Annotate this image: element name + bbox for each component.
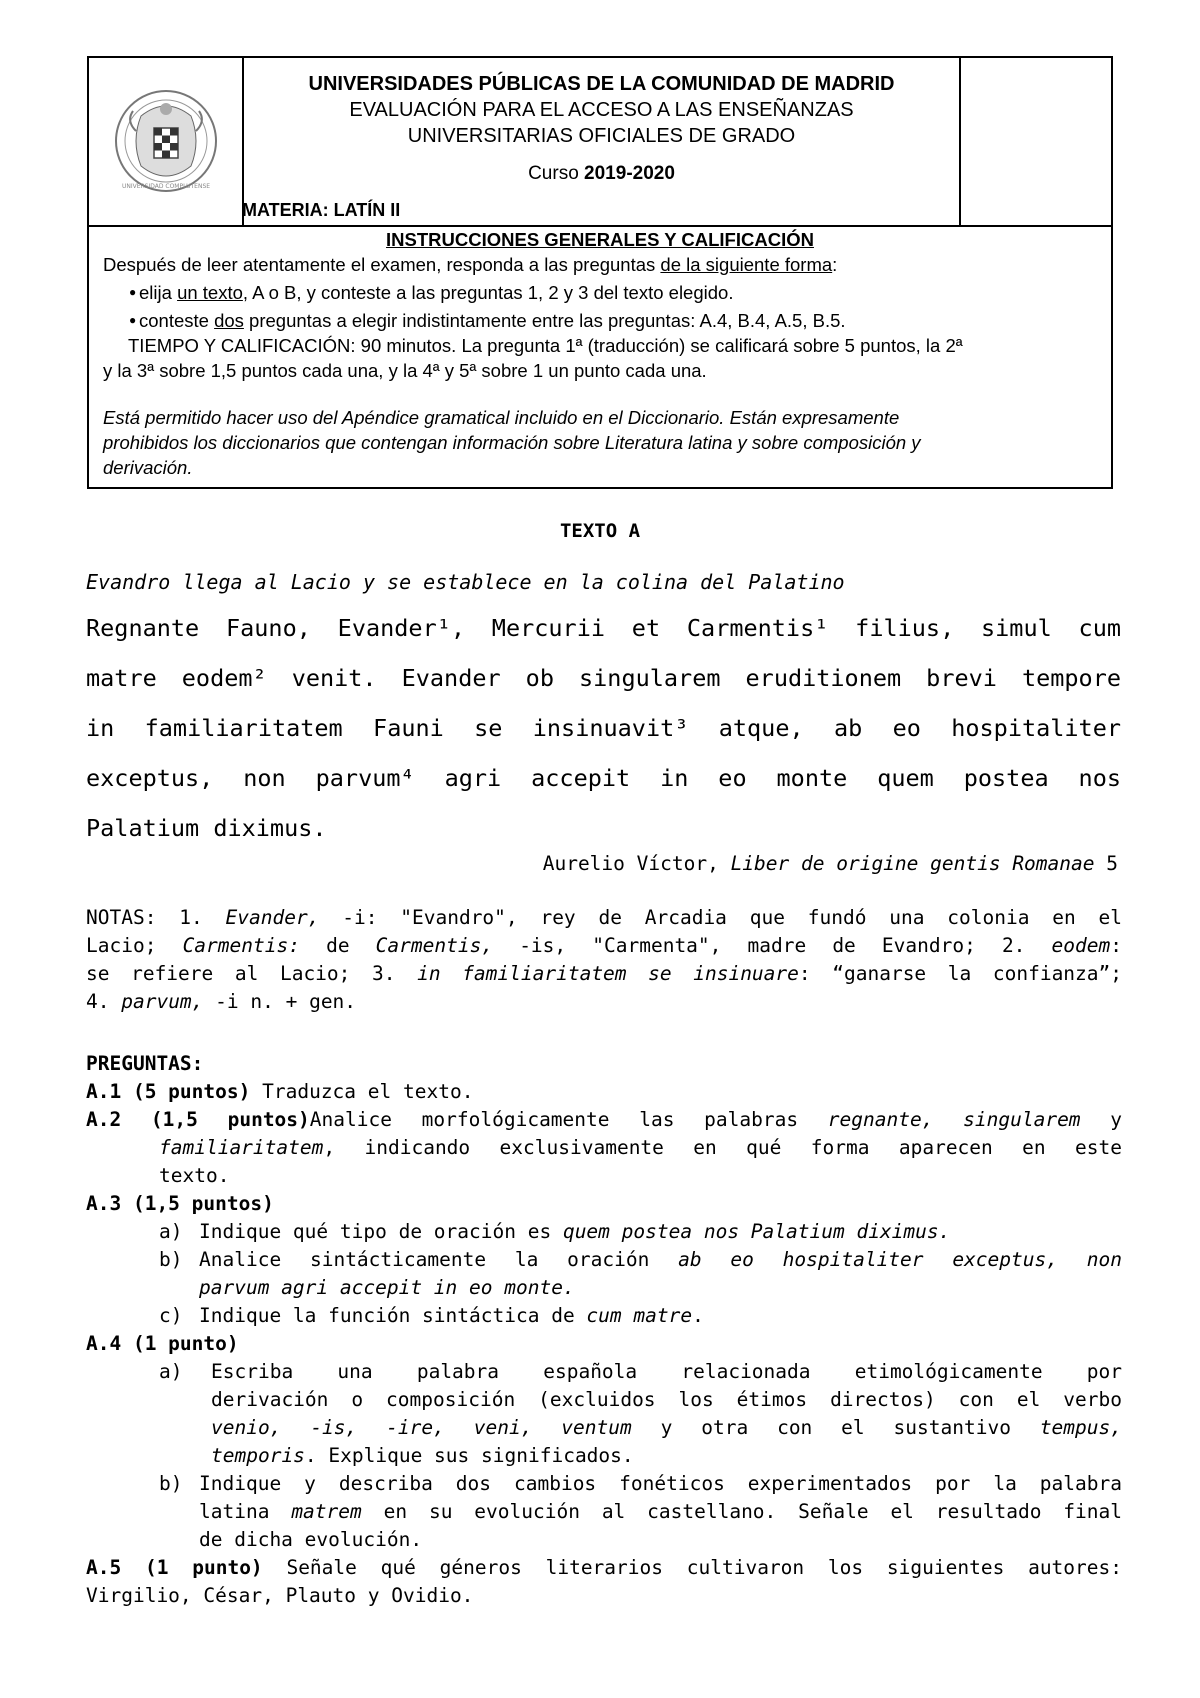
bullet-1-rest: , A o B, y conteste a las preguntas 1, 2 y 3 del texto elegido.	[242, 282, 734, 303]
question-a4a-text: y otra con el sustantivo	[631, 1416, 1040, 1439]
questions-block	[86, 1050, 1122, 1610]
question-a3a	[86, 1218, 1122, 1246]
notes-line-3	[86, 960, 1122, 988]
university-seal-icon	[111, 76, 221, 206]
notes-text: :	[1110, 934, 1122, 957]
bullet-2-rest: preguntas a elegir indistintamente entre las preguntas: A.4, B.4, A.5, B.5.	[243, 310, 846, 331]
question-a4a-italic: temporis	[211, 1444, 305, 1467]
dictionary-note-1: Está permitido hacer uso del Apéndice gramatical incluido en el Diccionario. Están expresamente	[103, 407, 900, 428]
question-a3a-line	[199, 1218, 1122, 1246]
question-a3a-text: Indique qué tipo de oración es	[199, 1220, 563, 1243]
question-a2-label: A.2 (1,5 puntos)	[86, 1108, 310, 1131]
question-a2-italic: regnante, singularem	[827, 1108, 1081, 1131]
seal-lettering: UNIVERSIDAD COMPLUTENSE	[121, 183, 211, 190]
source-number: 5	[1094, 852, 1118, 875]
notes-italic: Carmentis,	[375, 934, 494, 957]
question-a4a-italic: venio, -is, -ire, veni, ventum	[211, 1416, 632, 1439]
latin-line-1: Regnante Fauno, Evander¹, Mercurii et Carmentis¹ filius, simul cum	[86, 614, 1121, 642]
question-a4b-line-1: Indique y describa dos cambios fonéticos experimentados por la palabra	[199, 1472, 1122, 1495]
question-a3a-label: a)	[159, 1220, 183, 1243]
evaluation-line-2: UNIVERSITARIAS OFICIALES DE GRADO	[407, 125, 796, 147]
question-a4a-line-3	[211, 1414, 1122, 1442]
question-a5-text: Señale qué géneros literarios cultivaron los siguientes autores:	[262, 1556, 1122, 1579]
source-work: Liber de origine gentis Romanae	[730, 852, 1095, 875]
header-right-cell	[959, 58, 1111, 225]
questions-heading: PREGUNTAS:	[86, 1052, 204, 1075]
question-a3c	[86, 1302, 1122, 1330]
notes-block	[86, 904, 1122, 1016]
intro-underlined: de la siguiente forma	[660, 254, 833, 275]
question-a3c-end: .	[692, 1304, 704, 1327]
notes-text: NOTAS: 1.	[86, 906, 226, 929]
question-a2-text: y	[1080, 1108, 1123, 1131]
intro-end: :	[832, 254, 838, 275]
question-a5-line-1	[86, 1554, 1122, 1582]
question-a3a-italic: quem postea nos Palatium diximus.	[562, 1220, 951, 1243]
notes-italic: eodem	[1051, 934, 1111, 957]
notes-text: Lacio;	[86, 934, 183, 957]
notes-line-1	[86, 904, 1122, 932]
instructions-intro	[99, 252, 1101, 277]
question-a2-line-3: texto.	[159, 1164, 230, 1187]
question-a1-text: Traduzca el texto.	[250, 1080, 474, 1103]
question-a3c-italic: cum matre	[586, 1304, 693, 1327]
question-a4b-text: latina	[199, 1500, 292, 1523]
instruction-bullet-2	[99, 308, 1101, 333]
question-a3b	[86, 1246, 1122, 1302]
exam-header	[87, 56, 1113, 489]
text-title: TEXTO A	[559, 520, 641, 542]
question-a4a-label: a)	[159, 1360, 183, 1383]
notes-text: -i n. + gen.	[203, 990, 357, 1013]
subject-label: MATERIA: LATÍN II	[242, 200, 401, 220]
seal-cell	[89, 58, 244, 225]
question-a4a-italic: tempus,	[1039, 1416, 1122, 1439]
university-name: UNIVERSIDADES PÚBLICAS DE LA COMUNIDAD DE MADRID	[308, 73, 895, 95]
notes-text: -is, "Carmenta", madre de Evandro; 2.	[493, 934, 1052, 957]
bullet-1-text: elija	[139, 282, 178, 303]
course-label: Curso	[528, 163, 585, 184]
notes-text: de	[299, 934, 376, 957]
notes-italic: Evander,	[225, 906, 320, 929]
question-a2-line-2	[86, 1134, 1122, 1162]
question-a2-text: Analice morfológicamente las palabras	[309, 1108, 828, 1131]
notes-text: 4.	[86, 990, 122, 1013]
latin-line-2: matre eodem² venit. Evander ob singularem eruditionem brevi tempore	[86, 664, 1121, 692]
notes-italic: Carmentis:	[182, 934, 300, 957]
notes-text: se refiere al Lacio; 3.	[86, 962, 418, 985]
notes-italic: in familiaritatem se insinuare	[417, 962, 799, 985]
question-a3c-line	[199, 1302, 1122, 1330]
question-a2-line-1	[86, 1106, 1122, 1134]
notes-line-2	[86, 932, 1122, 960]
latin-line-3: in familiaritatem Fauni se insinuavit³ atque, ab eo hospitaliter	[86, 714, 1121, 742]
notes-line-4	[86, 988, 1122, 1016]
question-a4b-italic: matrem	[291, 1500, 362, 1523]
text-subtitle: Evandro llega al Lacio y se establece en la colina del Palatino	[86, 570, 845, 594]
header-top-row	[89, 58, 1111, 227]
course-year: 2019-2020	[584, 163, 675, 184]
notes-text: -i: "Evandro", rey de Arcadia que fundó una colonia en el	[319, 906, 1122, 929]
question-a4-label: A.4 (1 punto)	[86, 1332, 239, 1355]
intro-text: Después de leer atentamente el examen, responda a las preguntas	[103, 254, 661, 275]
bullet-2-text: conteste	[139, 310, 215, 331]
time-line-2: y la 3ª sobre 1,5 puntos cada una, y la 4ª y 5ª sobre 1 un punto cada una.	[103, 360, 707, 381]
question-a3c-text: Indique la función sintáctica de	[199, 1304, 587, 1327]
question-a3b-label: b)	[159, 1248, 183, 1271]
question-a4a-line-1: Escriba una palabra española relacionada etimológicamente por	[211, 1360, 1122, 1383]
instructions-title: INSTRUCCIONES GENERALES Y CALIFICACIÓN	[386, 229, 814, 250]
dictionary-note-3: derivación.	[103, 457, 193, 478]
question-a4b	[86, 1470, 1122, 1554]
bullet-2-underlined: dos	[214, 310, 244, 331]
question-a4a-line-2: derivación o composición (excluidos los étimos directos) con el verbo	[211, 1388, 1122, 1411]
question-a3b-text: Analice sintácticamente la oración	[199, 1248, 679, 1271]
question-a5-label: A.5 (1 punto)	[86, 1556, 263, 1579]
question-a4b-text: en su evolución al castellano. Señale el resultado final	[361, 1500, 1122, 1523]
question-a3-label: A.3 (1,5 puntos)	[86, 1192, 274, 1215]
question-a4b-label: b)	[159, 1472, 183, 1495]
bullet-1-underlined: un texto	[177, 282, 243, 303]
instructions-block	[89, 227, 1111, 480]
latin-line-5: Palatium diximus.	[86, 814, 327, 842]
question-a5-line-2: Virgilio, César, Plauto y Ovidio.	[86, 1584, 474, 1607]
question-a3b-italic: ab eo hospitaliter exceptus, non	[678, 1248, 1122, 1271]
question-a3b-line-2: parvum agri accepit in eo monte.	[199, 1276, 575, 1299]
question-a4a	[86, 1358, 1122, 1470]
latin-passage	[86, 603, 1121, 853]
question-a1	[86, 1078, 1122, 1106]
notes-text: : “ganarse la confianza”;	[798, 962, 1123, 985]
question-a1-label: A.1 (5 puntos)	[86, 1080, 251, 1103]
source-citation	[543, 852, 1118, 875]
question-a3c-label: c)	[159, 1304, 183, 1327]
question-a4b-line-2	[199, 1498, 1122, 1526]
question-a4b-line-3: de dicha evolución.	[199, 1528, 423, 1551]
dictionary-note-2: prohibidos los diccionarios que contengan información sobre Literatura latina y sobre composición y	[103, 432, 921, 453]
question-a4a-text: . Explique sus significados.	[304, 1444, 634, 1467]
instruction-bullet-1	[99, 280, 1101, 305]
source-author: Aurelio Víctor,	[542, 852, 731, 875]
question-a3b-line-1	[199, 1246, 1122, 1274]
question-a2-text: , indicando exclusivamente en qué forma aparecen en este	[323, 1136, 1122, 1159]
question-a4a-line-4	[211, 1442, 1122, 1470]
time-line-1: TIEMPO Y CALIFICACIÓN: 90 minutos. La pregunta 1ª (traducción) se calificará sobre 5 puntos, la 2ª	[128, 335, 963, 356]
latin-line-4: exceptus, non parvum⁴ agri accepit in eo monte quem postea nos	[86, 764, 1121, 792]
evaluation-line-1: EVALUACIÓN PARA EL ACCESO A LAS ENSEÑANZAS	[349, 99, 854, 121]
question-a2-italic: familiaritatem	[159, 1136, 324, 1159]
notes-italic: parvum,	[121, 990, 204, 1013]
course-line	[242, 161, 961, 187]
